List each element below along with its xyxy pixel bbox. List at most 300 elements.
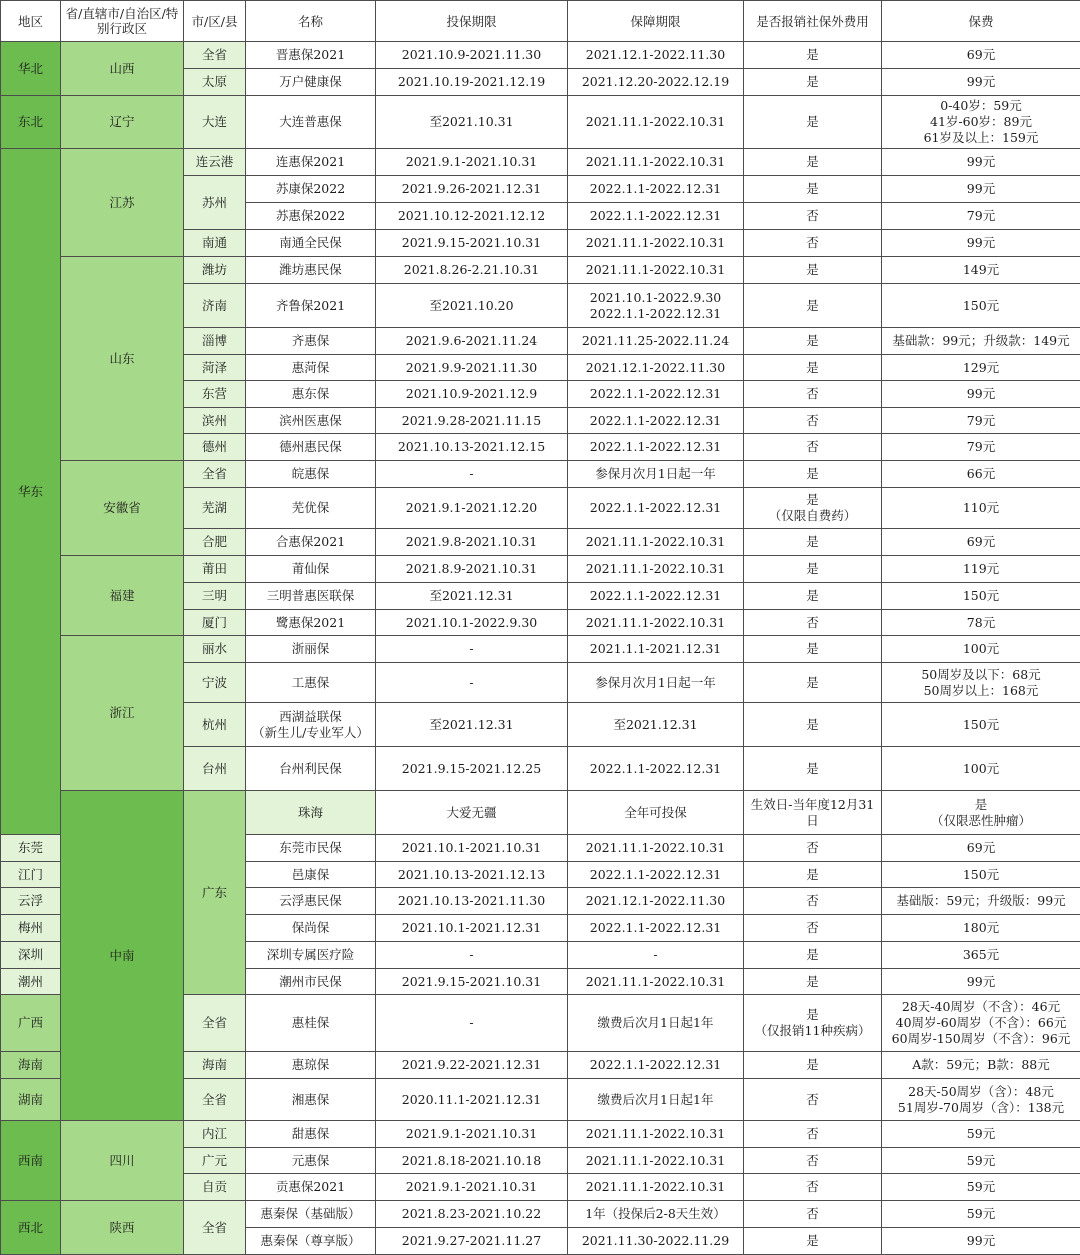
- product-name-cell-line: 南通全民保: [279, 235, 342, 250]
- premium-cell-line: 59元: [966, 1126, 996, 1141]
- province-cell: 安徽省: [61, 461, 184, 556]
- coverage-period-cell: [568, 1148, 744, 1174]
- product-name-cell-line: 惠琼保: [291, 1057, 330, 1072]
- enroll-period-cell: [376, 610, 568, 636]
- product-name-cell-line: 潍坊惠民保: [279, 262, 342, 277]
- city-cell: 淄博: [184, 328, 246, 355]
- premium-cell: [882, 176, 1080, 203]
- premium-cell-line: 59元: [966, 1152, 996, 1168]
- table-row: [1, 42, 1080, 69]
- city-cell: 合肥: [184, 529, 246, 556]
- province-cell: 海南: [1, 1052, 61, 1079]
- city-cell: 滨州: [184, 408, 246, 434]
- enroll-period-cell-line: 2021.10.13-2021.11.30: [397, 893, 546, 908]
- premium-cell: [882, 583, 1080, 610]
- enroll-period-cell: [376, 230, 568, 257]
- coverage-period-cell: [568, 230, 744, 257]
- product-name-cell-line: 惠东保: [291, 386, 330, 401]
- enroll-period-cell: [376, 969, 568, 995]
- coverage-period-cell: [568, 862, 744, 888]
- city-cell: 东营: [184, 381, 246, 408]
- enroll-period-cell-line: 2021.10.13-2021.12.15: [397, 439, 546, 454]
- province-cell: 江苏: [61, 149, 184, 257]
- region-cell: 华东: [1, 149, 61, 835]
- product-name-cell-line: 惠桂保: [291, 1015, 330, 1030]
- product-name-cell-line: 滨州医惠保: [279, 412, 342, 428]
- enroll-period-cell-line: 2021.9.22-2021.12.31: [401, 1057, 542, 1072]
- premium-cell: [882, 1148, 1080, 1174]
- product-name-cell: [246, 915, 376, 942]
- product-name-cell-line: 齐鲁保2021: [275, 297, 346, 313]
- premium-cell: [882, 1174, 1080, 1201]
- coverage-period-cell: [568, 408, 744, 434]
- enroll-period-cell: [376, 203, 568, 230]
- enroll-period-cell: [376, 328, 568, 355]
- reimbursement-cell: [744, 176, 882, 203]
- premium-cell-line: 365元: [962, 947, 1000, 962]
- coverage-period-cell: [568, 355, 744, 381]
- product-name-cell: [246, 1228, 376, 1255]
- city-cell: 梅州: [1, 915, 61, 942]
- enroll-period-cell: [376, 636, 568, 663]
- product-name-cell-line: 西湖益联保: [279, 708, 342, 724]
- product-name-cell-line: 潮州市民保: [279, 973, 342, 989]
- enroll-period-cell-line: 2021.8.23-2021.10.22: [401, 1206, 542, 1221]
- coverage-period-cell-line: -: [653, 947, 658, 962]
- enroll-period-cell-line: 2021.9.9-2021.11.30: [405, 359, 538, 375]
- premium-cell-line: 79元: [966, 439, 996, 454]
- coverage-period-cell-line: 2021.1.1-2021.12.31: [589, 641, 722, 656]
- reimbursement-cell-line: （仅限自费药）: [768, 508, 857, 523]
- premium-cell: [882, 284, 1080, 328]
- enroll-period-cell-line: 2021.9.1-2021.10.31: [405, 154, 538, 169]
- reimbursement-cell: [744, 703, 882, 747]
- region-cell: 中南: [61, 791, 184, 1121]
- product-name-cell: [376, 791, 568, 835]
- reimbursement-cell-line: 是: [806, 359, 819, 375]
- coverage-period-cell-line: 2022.1.1-2022.12.31: [589, 920, 722, 935]
- product-name-cell: [246, 408, 376, 434]
- product-name-cell-line: 台州利民保: [279, 760, 342, 776]
- city-cell: 莆田: [184, 556, 246, 583]
- product-name-cell: [246, 529, 376, 556]
- premium-cell-line: 40周岁-60周岁（不含）：66元: [895, 1015, 1067, 1030]
- coverage-period-cell-line: 2022.1.1-2022.12.31: [589, 500, 722, 515]
- enroll-period-cell-line: -: [469, 947, 474, 962]
- premium-cell-line: 51周岁-70周岁（含）：138元: [897, 1099, 1065, 1115]
- premium-cell: [882, 461, 1080, 488]
- coverage-period-cell-line: 2021.12.20-2022.12.19: [581, 74, 730, 89]
- product-name-cell-line: 云浮惠民保: [279, 893, 342, 908]
- coverage-period-cell-line: 2021.11.1-2022.10.31: [585, 561, 726, 576]
- product-name-cell-line: 鹭惠保2021: [275, 614, 346, 630]
- coverage-period-cell-line: 2021.11.1-2022.10.31: [585, 1152, 726, 1168]
- coverage-period-cell: [568, 583, 744, 610]
- product-name-cell: [246, 888, 376, 915]
- city-cell: 三明: [184, 583, 246, 610]
- coverage-period-cell: [568, 1121, 744, 1148]
- product-name-cell: [246, 203, 376, 230]
- city-cell: 杭州: [184, 703, 246, 747]
- enroll-period-cell-line: 2021.10.12-2021.12.12: [397, 208, 546, 223]
- product-name-cell-line: 晋惠保2021: [275, 47, 346, 62]
- premium-cell: [882, 328, 1080, 355]
- city-cell: 宁波: [184, 663, 246, 703]
- product-name-cell-line: 浙丽保: [291, 641, 330, 656]
- premium-cell: [882, 1201, 1080, 1228]
- reimbursement-cell: [744, 835, 882, 862]
- coverage-period-cell: [568, 434, 744, 461]
- coverage-period-cell-line: 2021.11.1-2022.10.31: [585, 973, 726, 989]
- reimbursement-cell-line: （仅限恶性肿瘤）: [930, 812, 1031, 828]
- reimbursement-cell: [744, 663, 882, 703]
- product-name-cell-line: （新生儿/专业军人）: [252, 724, 369, 740]
- product-name-cell-line: 合惠保2021: [275, 534, 346, 549]
- enroll-period-cell-line: 至2021.10.31: [429, 114, 514, 129]
- reimbursement-cell-line: 是: [974, 796, 988, 812]
- province-cell: 山西: [61, 42, 184, 96]
- product-name-cell: [246, 636, 376, 663]
- header-premium: 保费: [882, 1, 1080, 42]
- enroll-period-cell: [376, 556, 568, 583]
- city-cell: 菏泽: [184, 355, 246, 381]
- reimbursement-cell: [744, 995, 882, 1052]
- city-cell: 广元: [184, 1148, 246, 1174]
- product-name-cell: [246, 556, 376, 583]
- premium-cell-line: 41岁-60岁：89元: [930, 114, 1032, 129]
- enroll-period-cell-line: 至2021.10.20: [429, 297, 514, 313]
- coverage-period-cell: [568, 1174, 744, 1201]
- reimbursement-cell-line: 是: [806, 181, 819, 196]
- region-cell: 西北: [1, 1201, 61, 1255]
- coverage-period-cell: [568, 969, 744, 995]
- product-name-cell: [246, 1079, 376, 1121]
- reimbursement-cell-line: 否: [806, 1206, 819, 1221]
- premium-cell-line: 69元: [966, 47, 996, 62]
- product-name-cell-line: 湘惠保: [291, 1091, 330, 1107]
- premium-cell-line: 150元: [962, 297, 1000, 313]
- coverage-period-cell-line: 2021.12.1-2022.11.30: [585, 47, 726, 62]
- premium-cell: [882, 149, 1080, 176]
- reimbursement-cell-line: 否: [806, 1179, 819, 1194]
- premium-cell: [882, 556, 1080, 583]
- enroll-period-cell-line: 2021.8.9-2021.10.31: [405, 561, 538, 576]
- enroll-period-cell-line: 2021.10.9-2021.11.30: [401, 47, 542, 62]
- city-cell: 全省: [184, 42, 246, 69]
- premium-cell-line: 99元: [966, 235, 996, 250]
- province-cell: 陕西: [61, 1201, 184, 1255]
- enroll-period-cell-line: 2021.9.1-2021.12.20: [405, 500, 538, 515]
- reimbursement-cell: [744, 203, 882, 230]
- enroll-period-cell: [376, 995, 568, 1052]
- premium-cell-line: 100元: [962, 641, 1000, 656]
- coverage-period-cell-line: 2021.11.25-2022.11.24: [581, 333, 730, 348]
- premium-cell: [882, 969, 1080, 995]
- city-cell: 苏州: [184, 176, 246, 230]
- premium-cell-line: 180元: [962, 920, 1000, 935]
- enroll-period-cell: [376, 1079, 568, 1121]
- premium-cell: [882, 663, 1080, 703]
- enroll-period-cell-line: 2021.10.1-2022.9.30: [405, 614, 538, 630]
- premium-cell-line: 99元: [966, 386, 996, 401]
- product-name-cell-line: 万户健康保: [279, 74, 342, 89]
- table-row: [1, 461, 1080, 488]
- product-name-cell: [246, 942, 376, 969]
- enroll-period-cell-line: 2021.9.15-2021.10.31: [401, 235, 542, 250]
- enroll-period-cell-line: 2021.9.15-2021.10.31: [401, 973, 542, 989]
- reimbursement-cell: [744, 257, 882, 284]
- enroll-period-cell: [376, 703, 568, 747]
- premium-cell: [882, 434, 1080, 461]
- coverage-period-cell-line: 2021.11.1-2022.10.31: [585, 235, 726, 250]
- premium-cell-line: 59元: [966, 1179, 996, 1194]
- reimbursement-cell-line: 是: [806, 297, 819, 313]
- coverage-period-cell: [568, 461, 744, 488]
- province-cell: 广东: [184, 791, 246, 995]
- reimbursement-cell-line: 否: [806, 614, 819, 630]
- reimbursement-cell: [744, 149, 882, 176]
- city-cell: 厦门: [184, 610, 246, 636]
- coverage-period-cell: [568, 888, 744, 915]
- product-name-cell-line: 莆仙保: [291, 561, 330, 576]
- city-cell: 台州: [184, 747, 246, 791]
- coverage-period-cell-line: 1年（投保后2-8天生效）: [585, 1206, 726, 1221]
- coverage-period-cell-line: 2021.10.1-2022.9.30: [589, 289, 722, 305]
- coverage-period-cell-line: 2022.1.1-2022.12.31: [589, 305, 722, 321]
- product-name-cell-line: 惠秦保（基础版）: [260, 1206, 361, 1221]
- product-name-cell-line: 芜优保: [291, 500, 330, 515]
- province-cell: 山东: [61, 257, 184, 461]
- product-name-cell: [246, 96, 376, 149]
- enroll-period-cell-line: 2021.9.8-2021.10.31: [405, 534, 538, 549]
- coverage-period-cell-line: 至2021.12.31: [613, 716, 698, 732]
- enroll-period-cell: [376, 835, 568, 862]
- premium-cell: [882, 636, 1080, 663]
- coverage-period-cell-line: 2022.1.1-2022.12.31: [589, 588, 722, 603]
- premium-cell-line: 129元: [962, 359, 1000, 375]
- enroll-period-cell: [376, 663, 568, 703]
- product-name-cell-line: 深圳专属医疗险: [266, 947, 355, 962]
- product-name-cell: [246, 1148, 376, 1174]
- coverage-period-cell: [568, 747, 744, 791]
- reimbursement-cell: [744, 556, 882, 583]
- product-name-cell-line: 连惠保2021: [275, 154, 346, 169]
- reimbursement-cell: [744, 915, 882, 942]
- product-name-cell: [246, 862, 376, 888]
- product-name-cell-line: 苏惠保2022: [275, 208, 346, 223]
- coverage-period-cell: [568, 703, 744, 747]
- reimbursement-cell-line: 是: [806, 1057, 819, 1072]
- premium-cell-line: 0-40岁：59元: [940, 98, 1022, 113]
- premium-cell-line: 149元: [962, 262, 1000, 277]
- enroll-period-cell: [376, 1148, 568, 1174]
- enroll-period-cell-line: -: [469, 641, 474, 656]
- reimbursement-cell-line: 是: [806, 866, 819, 882]
- reimbursement-cell-line: 否: [806, 893, 819, 908]
- reimbursement-cell: [744, 42, 882, 69]
- premium-cell-line: 基础款：99元；升级款：149元: [892, 333, 1070, 348]
- premium-cell: [882, 1121, 1080, 1148]
- premium-cell-line: 99元: [966, 181, 996, 196]
- reimbursement-cell-line: 否: [806, 1126, 819, 1141]
- coverage-period-cell: [568, 257, 744, 284]
- enroll-period-cell-line: 2021.10.9-2021.12.9: [405, 386, 538, 401]
- enroll-period-cell-line: 2021.8.26-2.21.10.31: [403, 262, 540, 277]
- premium-cell: [882, 747, 1080, 791]
- coverage-period-cell: [568, 915, 744, 942]
- premium-cell: [882, 703, 1080, 747]
- premium-cell: [882, 942, 1080, 969]
- reimbursement-cell-line: 是: [806, 466, 819, 481]
- product-name-cell: [246, 703, 376, 747]
- enroll-period-cell-line: 全年可投保: [624, 804, 687, 820]
- coverage-period-cell-line: 2022.1.1-2022.12.31: [589, 1057, 722, 1072]
- header-reimbursement: 是否报销社保外费用: [744, 1, 882, 42]
- city-cell: 全省: [184, 461, 246, 488]
- city-cell: 珠海: [246, 791, 376, 835]
- coverage-period-cell-line: 2021.11.1-2022.10.31: [585, 614, 726, 630]
- header-city: 市/区/县: [184, 1, 246, 42]
- reimbursement-cell-line: 是: [806, 561, 819, 576]
- table-row: [1, 1201, 1080, 1228]
- premium-cell: [882, 915, 1080, 942]
- enroll-period-cell: [376, 355, 568, 381]
- product-name-cell: [246, 230, 376, 257]
- enroll-period-cell: [376, 942, 568, 969]
- product-name-cell: [246, 42, 376, 69]
- product-name-cell: [246, 1052, 376, 1079]
- premium-cell-line: 基础版：59元；升级版：99元: [896, 893, 1066, 908]
- city-cell: 潍坊: [184, 257, 246, 284]
- product-name-cell: [246, 257, 376, 284]
- reimbursement-cell-line: 是: [806, 641, 819, 656]
- coverage-period-cell: [568, 176, 744, 203]
- premium-cell-line: 79元: [966, 208, 996, 223]
- product-name-cell-line: 贡惠保2021: [275, 1179, 346, 1194]
- reimbursement-cell: [744, 328, 882, 355]
- reimbursement-cell: [744, 461, 882, 488]
- city-cell: 云浮: [1, 888, 61, 915]
- coverage-period-cell: [568, 203, 744, 230]
- table-row: [1, 791, 1080, 835]
- coverage-period-cell: [568, 1079, 744, 1121]
- coverage-period-cell-line: 2021.11.1-2022.10.31: [585, 840, 726, 855]
- enroll-period-cell-line: -: [469, 466, 474, 481]
- enroll-period-cell: [376, 1174, 568, 1201]
- premium-cell: [882, 862, 1080, 888]
- enroll-period-cell: [376, 408, 568, 434]
- reimbursement-cell-line: 是: [806, 114, 819, 129]
- enroll-period-cell: [376, 529, 568, 556]
- reimbursement-cell-line: 是: [806, 716, 819, 732]
- enroll-period-cell-line: -: [469, 674, 474, 690]
- premium-cell-line: 99元: [966, 1233, 996, 1248]
- product-name-cell-line: 大连普惠保: [279, 114, 342, 129]
- coverage-period-cell-line: 2022.1.1-2022.12.31: [589, 760, 722, 776]
- reimbursement-cell-line: 是: [806, 492, 819, 507]
- coverage-period-cell: [568, 69, 744, 96]
- city-cell: 全省: [184, 995, 246, 1052]
- premium-cell-line: 50周岁以上：168元: [923, 682, 1039, 698]
- product-name-cell: [246, 663, 376, 703]
- coverage-period-cell: [568, 556, 744, 583]
- premium-cell: [882, 1079, 1080, 1121]
- coverage-period-cell: [568, 663, 744, 703]
- product-name-cell: [246, 583, 376, 610]
- enroll-period-cell: [568, 791, 744, 835]
- coverage-period-cell-line: 缴费后次月1日起1年: [597, 1091, 714, 1107]
- premium-cell-line: 99元: [966, 74, 996, 89]
- premium-cell: [882, 529, 1080, 556]
- enroll-period-cell: [376, 1228, 568, 1255]
- premium-cell: [882, 835, 1080, 862]
- coverage-period-cell-line: 2022.1.1-2022.12.31: [589, 866, 722, 882]
- reimbursement-cell: [744, 1121, 882, 1148]
- reimbursement-cell: [744, 284, 882, 328]
- product-name-cell-line: 三明普惠医联保: [266, 588, 355, 603]
- reimbursement-cell-line: 是: [806, 262, 819, 277]
- city-cell: 南通: [184, 230, 246, 257]
- reimbursement-cell-line: 否: [806, 208, 819, 223]
- reimbursement-cell: [744, 747, 882, 791]
- reimbursement-cell: [744, 636, 882, 663]
- premium-cell: [882, 995, 1080, 1052]
- coverage-period-cell: [568, 1201, 744, 1228]
- coverage-period-cell: [568, 942, 744, 969]
- product-name-cell: [246, 835, 376, 862]
- product-name-cell-line: 东莞市民保: [279, 840, 342, 855]
- enroll-period-cell: [376, 583, 568, 610]
- city-cell: 东莞: [1, 835, 61, 862]
- coverage-period-cell-line: 2021.11.1-2022.10.31: [585, 114, 726, 129]
- product-name-cell: [246, 969, 376, 995]
- coverage-period-cell-line: 2021.11.1-2022.10.31: [585, 262, 726, 277]
- premium-cell-line: 69元: [966, 534, 996, 549]
- premium-cell: [882, 69, 1080, 96]
- premium-cell-line: 99元: [966, 973, 996, 989]
- table-row: [1, 556, 1080, 583]
- table-row: [1, 149, 1080, 176]
- city-cell: 大连: [184, 96, 246, 149]
- product-name-cell: [246, 488, 376, 529]
- premium-cell-line: 79元: [966, 412, 996, 428]
- enroll-period-cell: [376, 42, 568, 69]
- enroll-period-cell-line: 2021.9.1-2021.10.31: [405, 1179, 538, 1194]
- product-name-cell-line: 邑康保: [291, 866, 330, 882]
- product-name-cell: [246, 284, 376, 328]
- province-cell: 四川: [61, 1121, 184, 1201]
- product-name-cell-line: 甜惠保: [291, 1126, 330, 1141]
- reimbursement-cell: [744, 610, 882, 636]
- coverage-period-cell: [568, 488, 744, 529]
- premium-cell-line: 28天-50周岁（含）：48元: [908, 1083, 1054, 1099]
- product-name-cell: [246, 747, 376, 791]
- reimbursement-cell: [744, 1079, 882, 1121]
- enroll-period-cell: [376, 96, 568, 149]
- city-cell: 深圳: [1, 942, 61, 969]
- product-name-cell: [246, 381, 376, 408]
- reimbursement-cell-line: 是: [806, 534, 819, 549]
- coverage-period-cell-line: 2022.1.1-2022.12.31: [589, 386, 722, 401]
- city-cell: 济南: [184, 284, 246, 328]
- reimbursement-cell-line: 否: [806, 840, 819, 855]
- enroll-period-cell: [376, 862, 568, 888]
- product-name-cell-line: 元惠保: [291, 1152, 330, 1168]
- reimbursement-cell: [744, 1228, 882, 1255]
- premium-cell: [882, 1052, 1080, 1079]
- premium-cell-line: 78元: [966, 614, 996, 630]
- reimbursement-cell-line: 否: [806, 1091, 819, 1107]
